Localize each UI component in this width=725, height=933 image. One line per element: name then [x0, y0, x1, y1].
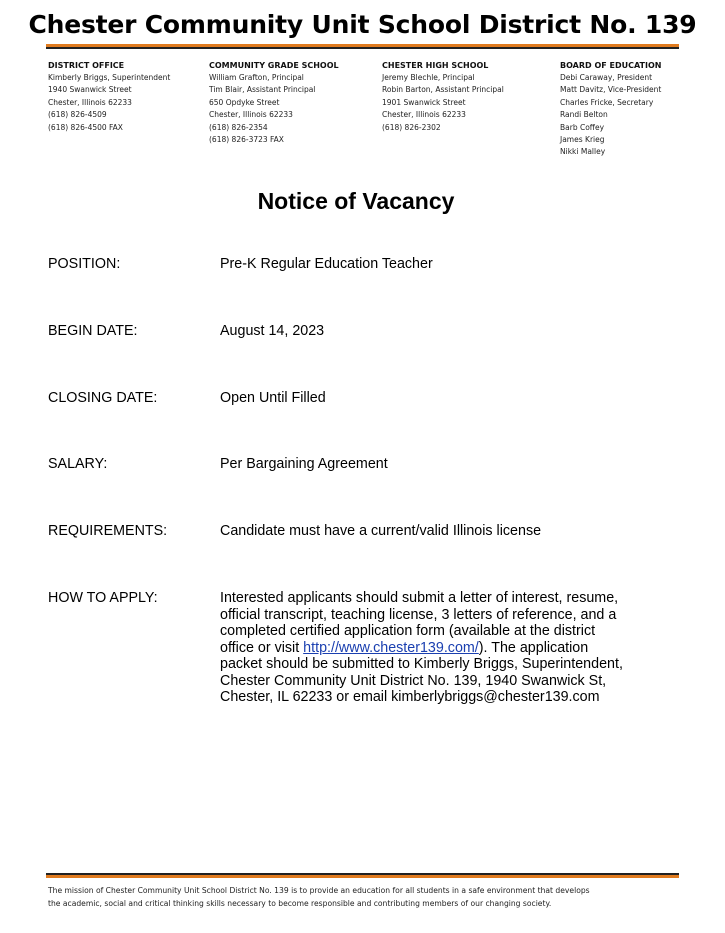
column-line: James Krieg — [560, 135, 605, 145]
column-heading: DISTRICT OFFICE — [48, 61, 125, 70]
how-to-apply-text — [220, 590, 640, 706]
apply-line: Chester, IL 62233 or email kimberlybriggs@chester139.com — [220, 689, 600, 705]
column-line: Nikki Malley — [560, 147, 606, 157]
requirements-label: REQUIREMENTS: — [48, 523, 168, 539]
district-office-column — [48, 59, 170, 134]
column-line: Tim Blair, Assistant Principal — [209, 85, 316, 95]
column-line: 1940 Swanwick Street — [48, 85, 132, 95]
apply-line: completed certified application form (available at the district — [220, 623, 596, 639]
apply-line: official transcript, teaching license, 3 letters of reference, and a — [220, 606, 617, 623]
apply-line-post: ). The application — [478, 639, 589, 656]
column-line: 1901 Swanwick Street — [382, 97, 466, 107]
column-line: Charles Fricke, Secretary — [560, 97, 654, 107]
board-of-education-column — [560, 59, 661, 159]
header-divider — [46, 44, 679, 49]
footer-divider — [46, 873, 679, 878]
closing-date-label: CLOSING DATE: — [48, 390, 158, 406]
begin-date-label: BEGIN DATE: — [48, 323, 138, 339]
apply-line-pre: office or visit — [220, 639, 304, 656]
mission-statement — [48, 884, 688, 910]
salary-value: Per Bargaining Agreement — [220, 456, 388, 472]
column-line: (618) 826-3723 FAX — [209, 135, 284, 145]
column-line: Matt Davitz, Vice-President — [560, 85, 662, 95]
column-heading: BOARD OF EDUCATION — [560, 61, 662, 70]
mission-line: The mission of Chester Community Unit School District No. 139 is to provide an education for all students in a safe environment that develops — [48, 886, 590, 895]
column-line: Randi Belton — [560, 110, 608, 120]
requirements-value: Candidate must have a current/valid Illinois license — [220, 523, 542, 539]
column-line: (618) 826-4500 FAX — [48, 122, 123, 132]
apply-line: Interested applicants should submit a letter of interest, resume, — [220, 590, 619, 606]
closing-date-value: Open Until Filled — [220, 390, 326, 406]
begin-date-value: August 14, 2023 — [220, 323, 325, 339]
column-line: Kimberly Briggs, Superintendent — [48, 73, 171, 82]
column-line: Debi Caraway, President — [560, 73, 653, 82]
apply-line: Chester Community Unit District No. 139, 1940 Swanwick St, — [220, 672, 607, 689]
column-line: Barb Coffey — [560, 122, 605, 132]
column-line: (618) 826-2302 — [382, 122, 441, 132]
column-line: Jeremy Blechle, Principal — [382, 73, 475, 82]
grade-school-column — [209, 59, 339, 146]
column-heading: CHESTER HIGH SCHOOL — [382, 61, 489, 70]
salary-label: SALARY: — [48, 456, 108, 472]
district-title: Chester Community Unit School District No. 139 — [28, 10, 697, 39]
column-line: William Grafton, Principal — [209, 73, 304, 82]
notice-title: Notice of Vacancy — [257, 188, 455, 214]
apply-line — [220, 640, 640, 657]
column-line: 650 Opdyke Street — [209, 97, 280, 107]
apply-line: packet should be submitted to Kimberly Briggs, Superintendent, — [220, 656, 623, 672]
column-line: Chester, Illinois 62233 — [209, 110, 293, 120]
mission-line: the academic, social and critical thinking skills necessary to become responsible and contributing members of our changing society. — [48, 899, 552, 908]
district-website-link[interactable]: http://www.chester139.com/ — [303, 639, 479, 656]
column-line: (618) 826-2354 — [209, 122, 268, 132]
column-line: (618) 826-4509 — [48, 110, 107, 120]
how-to-apply-label: HOW TO APPLY: — [48, 590, 158, 606]
column-line: Chester, Illinois 62233 — [382, 110, 466, 120]
column-line: Chester, Illinois 62233 — [48, 97, 132, 107]
column-heading: COMMUNITY GRADE SCHOOL — [209, 61, 339, 70]
high-school-column — [382, 59, 504, 134]
position-label: POSITION: — [48, 256, 121, 272]
column-line: Robin Barton, Assistant Principal — [382, 85, 504, 95]
position-value: Pre-K Regular Education Teacher — [220, 256, 433, 272]
